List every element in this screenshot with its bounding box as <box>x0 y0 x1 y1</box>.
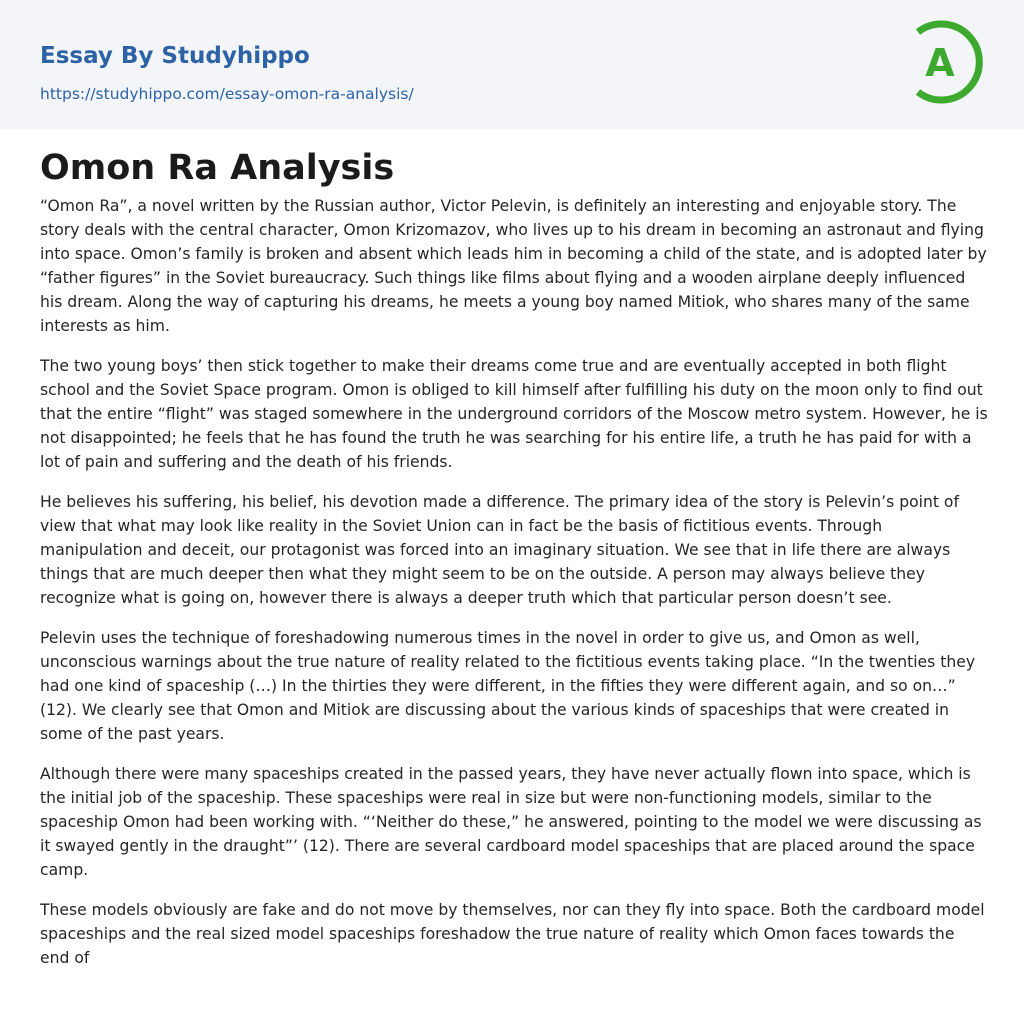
logo-letter: A <box>925 41 955 85</box>
article-paragraph: He believes his suffering, his belief, his devotion made a difference. The primary idea of the story is Pelevin’s point of view that what may look like reality in the Soviet Union can in fact be the basis of fictitious events. Through manipulation and deceit, our protagonist was forced into an imaginary situation. We see that in life there are always things that are much deeper then what they might seem to be on the outside. A person may always believe they recognize what is going on, however there is always a deeper truth which that particular person doesn’t see. <box>40 493 959 607</box>
article-paragraph: These models obviously are fake and do not move by themselves, nor can they fly into space. Both the cardboard model spaceships and the real sized model spaceships foreshadow the true nature of reality which Omon faces towards the end of <box>40 901 985 967</box>
essay-url-link[interactable]: https://studyhippo.com/essay-omon-ra-analysis/ <box>40 85 414 103</box>
article-title-wrap <box>40 147 394 189</box>
page-title: Omon Ra Analysis <box>40 148 395 188</box>
site-header <box>0 0 1024 129</box>
site-brand-title[interactable]: Essay By Studyhippo <box>40 43 310 69</box>
article-body <box>40 194 988 986</box>
article-paragraph: Pelevin uses the technique of foreshadowing numerous times in the novel in order to give us, and Omon as well, unconscious warnings about the true nature of reality related to the fictitious events taking place. “In the twenties they had one kind of spaceship (…) In the thirties they were different, in the fifties they were different again, and so on…” (12). We clearly see that Omon and Mitiok are discussing about the various kinds of spaceships that were created in some of the past years. <box>40 629 976 743</box>
article-paragraph: “Omon Ra”, a novel written by the Russian author, Victor Pelevin, is definitely an interesting and enjoyable story. The story deals with the central character, Omon Krizomazov, who lives up to his dream in becoming an astronaut and flying into space. Omon’s family is broken and absent which leads him in becoming a child of the state, and is adopted later by “father figures” in the Soviet bureaucracy. Such things like films about flying and a wooden airplane deeply influenced his dream. Along the way of capturing his dreams, he meets a young boy named Mitiok, who shares many of the same interests as him. <box>40 197 987 335</box>
article-paragraph: The two young boys’ then stick together to make their dreams come true and are eventually accepted in both flight school and the Soviet Space program. Omon is obliged to kill himself after fulfilling his duty on the moon only to find out that the entire “flight” was staged somewhere in the underground corridors of the Moscow metro system. However, he is not disappointed; he feels that he has found the truth he was searching for his entire life, a truth he has paid for with a lot of pain and suffering and the death of his friends. <box>40 357 988 471</box>
article-paragraph: Although there were many spaceships created in the passed years, they have never actually flown into space, which is the initial job of the spaceship. These spaceships were real in size but were non-functioning models, similar to the spaceship Omon had been working with. “‘Neither do these,” he answered, pointing to the model we were discussing as it swayed gently in the draught”’ (12). There are several cardboard model spaceships that are placed around the space camp. <box>40 765 982 879</box>
studyhippo-logo-icon[interactable] <box>910 18 988 106</box>
